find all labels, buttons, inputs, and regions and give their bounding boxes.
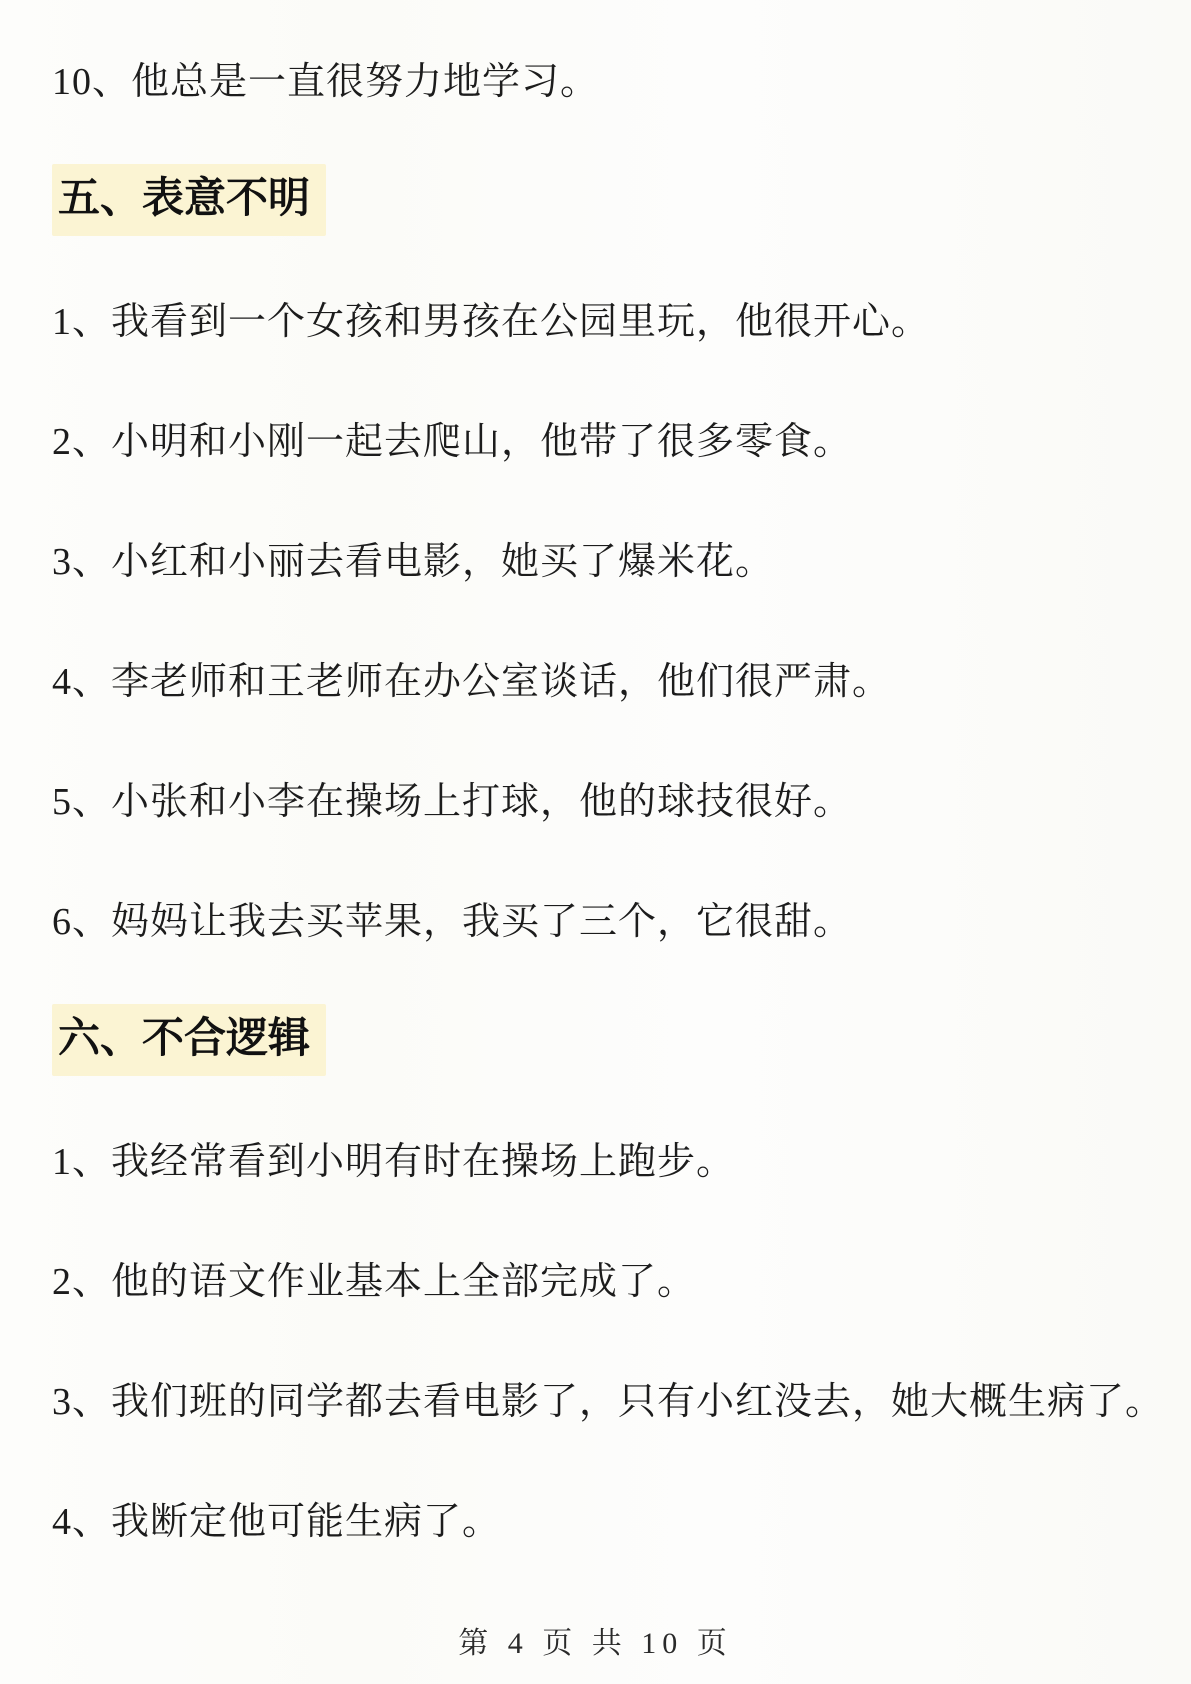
- sentence-item: 3、我们班的同学都去看电影了，只有小红没去，她大概生病了。: [52, 1381, 1165, 1423]
- section-heading-5: [52, 164, 1139, 236]
- sentence-item: 5、小张和小李在操场上打球，他的球技很好。: [52, 781, 853, 823]
- sentence-item: 2、他的语文作业基本上全部完成了。: [52, 1261, 697, 1303]
- sentence-item-10: 10、他总是一直很努力地学习。: [52, 61, 600, 103]
- section-heading-6-label: 六、不合逻辑: [52, 1004, 326, 1076]
- sentence-item: 4、李老师和王老师在办公室谈话，他们很严肃。: [52, 661, 892, 703]
- section-heading-5-label: 五、表意不明: [52, 164, 326, 236]
- sentence-item: 4、我断定他可能生病了。: [52, 1501, 502, 1543]
- sentence-item: 3、小红和小丽去看电影，她买了爆米花。: [52, 541, 775, 583]
- page-footer: 第 4 页 共 10 页: [458, 1627, 733, 1660]
- sentence-item: 1、我经常看到小明有时在操场上跑步。: [52, 1141, 736, 1183]
- sentence-item: 1、我看到一个女孩和男孩在公园里玩，他很开心。: [52, 301, 931, 343]
- sentence-item: 2、小明和小刚一起去爬山，他带了很多零食。: [52, 421, 853, 463]
- section-heading-6: [52, 1004, 1139, 1076]
- sentence-item: 6、妈妈让我去买苹果，我买了三个，它很甜。: [52, 901, 853, 943]
